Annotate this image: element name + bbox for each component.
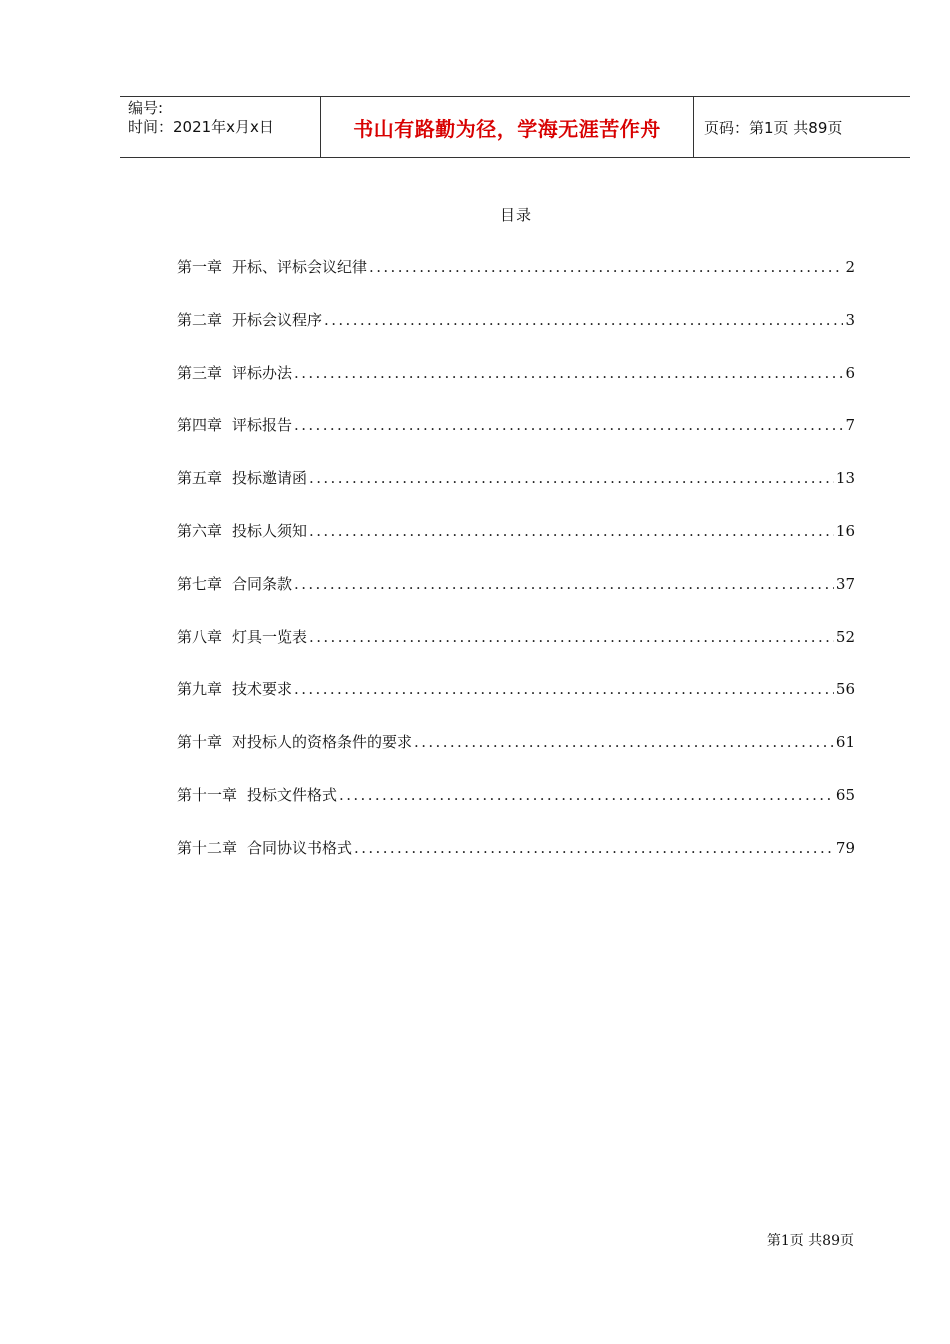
toc-entry-title: 评标报告 — [232, 416, 293, 435]
toc-entry-title: 投标人须知 — [232, 521, 308, 540]
toc-page-number: 6 — [845, 363, 855, 382]
toc-entry-title: 合同条款 — [232, 574, 293, 593]
toc-chapter: 第七章 — [177, 574, 223, 593]
toc-entry[interactable] — [177, 361, 855, 414]
toc-entry[interactable] — [177, 677, 855, 730]
toc-entry[interactable] — [177, 519, 855, 572]
toc-page-number: 61 — [835, 733, 855, 752]
toc-chapter: 第一章 — [177, 258, 223, 276]
toc-entry[interactable] — [177, 836, 855, 889]
toc-page-number: 3 — [845, 310, 855, 329]
toc-page-number: 56 — [835, 680, 855, 699]
toc-page-number: 79 — [835, 838, 855, 857]
toc-dot-leader — [339, 783, 834, 807]
toc-entry-title: 合同协议书格式 — [247, 838, 353, 857]
toc-chapter: 第十章 — [177, 733, 223, 752]
header-page-info: 页码：第1页 共89页 — [704, 118, 843, 137]
toc-dot-leader — [354, 836, 834, 860]
toc-title: 目录 — [499, 206, 532, 224]
document-number-label: 编号: — [128, 99, 164, 117]
toc-dot-leader — [309, 625, 834, 649]
toc-chapter: 第四章 — [177, 416, 223, 435]
toc-dot-leader — [309, 519, 834, 543]
toc-entry-title: 技术要求 — [232, 680, 293, 699]
toc-entry[interactable] — [177, 466, 855, 519]
toc-entry[interactable] — [177, 413, 855, 466]
toc-entry-title: 评标办法 — [232, 363, 293, 382]
toc-entry[interactable] — [177, 783, 855, 836]
toc-chapter: 第五章 — [177, 469, 223, 488]
toc-entry[interactable] — [177, 255, 855, 308]
header-motto: 书山有路勤为径，学海无涯苦作舟 — [321, 97, 694, 157]
toc-dot-leader — [309, 466, 834, 490]
toc-chapter: 第二章 — [177, 310, 223, 329]
toc-entry-title: 灯具一览表 — [232, 627, 308, 646]
header-meta — [120, 97, 321, 157]
toc-entry-title: 对投标人的资格条件的要求 — [232, 733, 413, 752]
toc-chapter: 第八章 — [177, 627, 223, 646]
toc-chapter: 第十二章 — [177, 838, 238, 857]
toc-dot-leader — [324, 308, 843, 332]
toc-entry-title: 开标、评标会议纪律 — [232, 258, 368, 276]
toc-page-number: 16 — [835, 521, 855, 540]
toc-dot-leader — [294, 572, 834, 596]
toc-chapter: 第六章 — [177, 521, 223, 540]
page-header — [120, 96, 910, 158]
toc-page-number: 2 — [845, 258, 855, 276]
toc-page-number: 37 — [835, 574, 855, 593]
toc-page-number: 65 — [835, 785, 855, 804]
document-time-label: 时间：2021年x月x日 — [128, 118, 274, 136]
toc-entry[interactable] — [177, 730, 855, 783]
table-of-contents — [177, 255, 855, 889]
page-footer: 第1页 共89页 — [766, 1233, 854, 1249]
toc-dot-leader — [414, 730, 834, 754]
toc-chapter: 第九章 — [177, 680, 223, 699]
toc-entry[interactable] — [177, 308, 855, 361]
toc-chapter: 第三章 — [177, 363, 223, 382]
toc-entry-title: 投标文件格式 — [247, 785, 338, 804]
toc-entry[interactable] — [177, 625, 855, 678]
toc-entry-title: 开标会议程序 — [232, 310, 323, 329]
toc-page-number: 7 — [845, 416, 855, 435]
toc-dot-leader — [294, 361, 843, 385]
toc-dot-leader — [294, 413, 843, 437]
toc-entry[interactable] — [177, 572, 855, 625]
toc-page-number: 13 — [835, 469, 855, 488]
toc-chapter: 第十一章 — [177, 785, 238, 804]
toc-dot-leader — [294, 677, 834, 701]
toc-entry-title: 投标邀请函 — [232, 469, 308, 488]
toc-dot-leader — [369, 255, 843, 279]
toc-page-number: 52 — [835, 627, 855, 646]
